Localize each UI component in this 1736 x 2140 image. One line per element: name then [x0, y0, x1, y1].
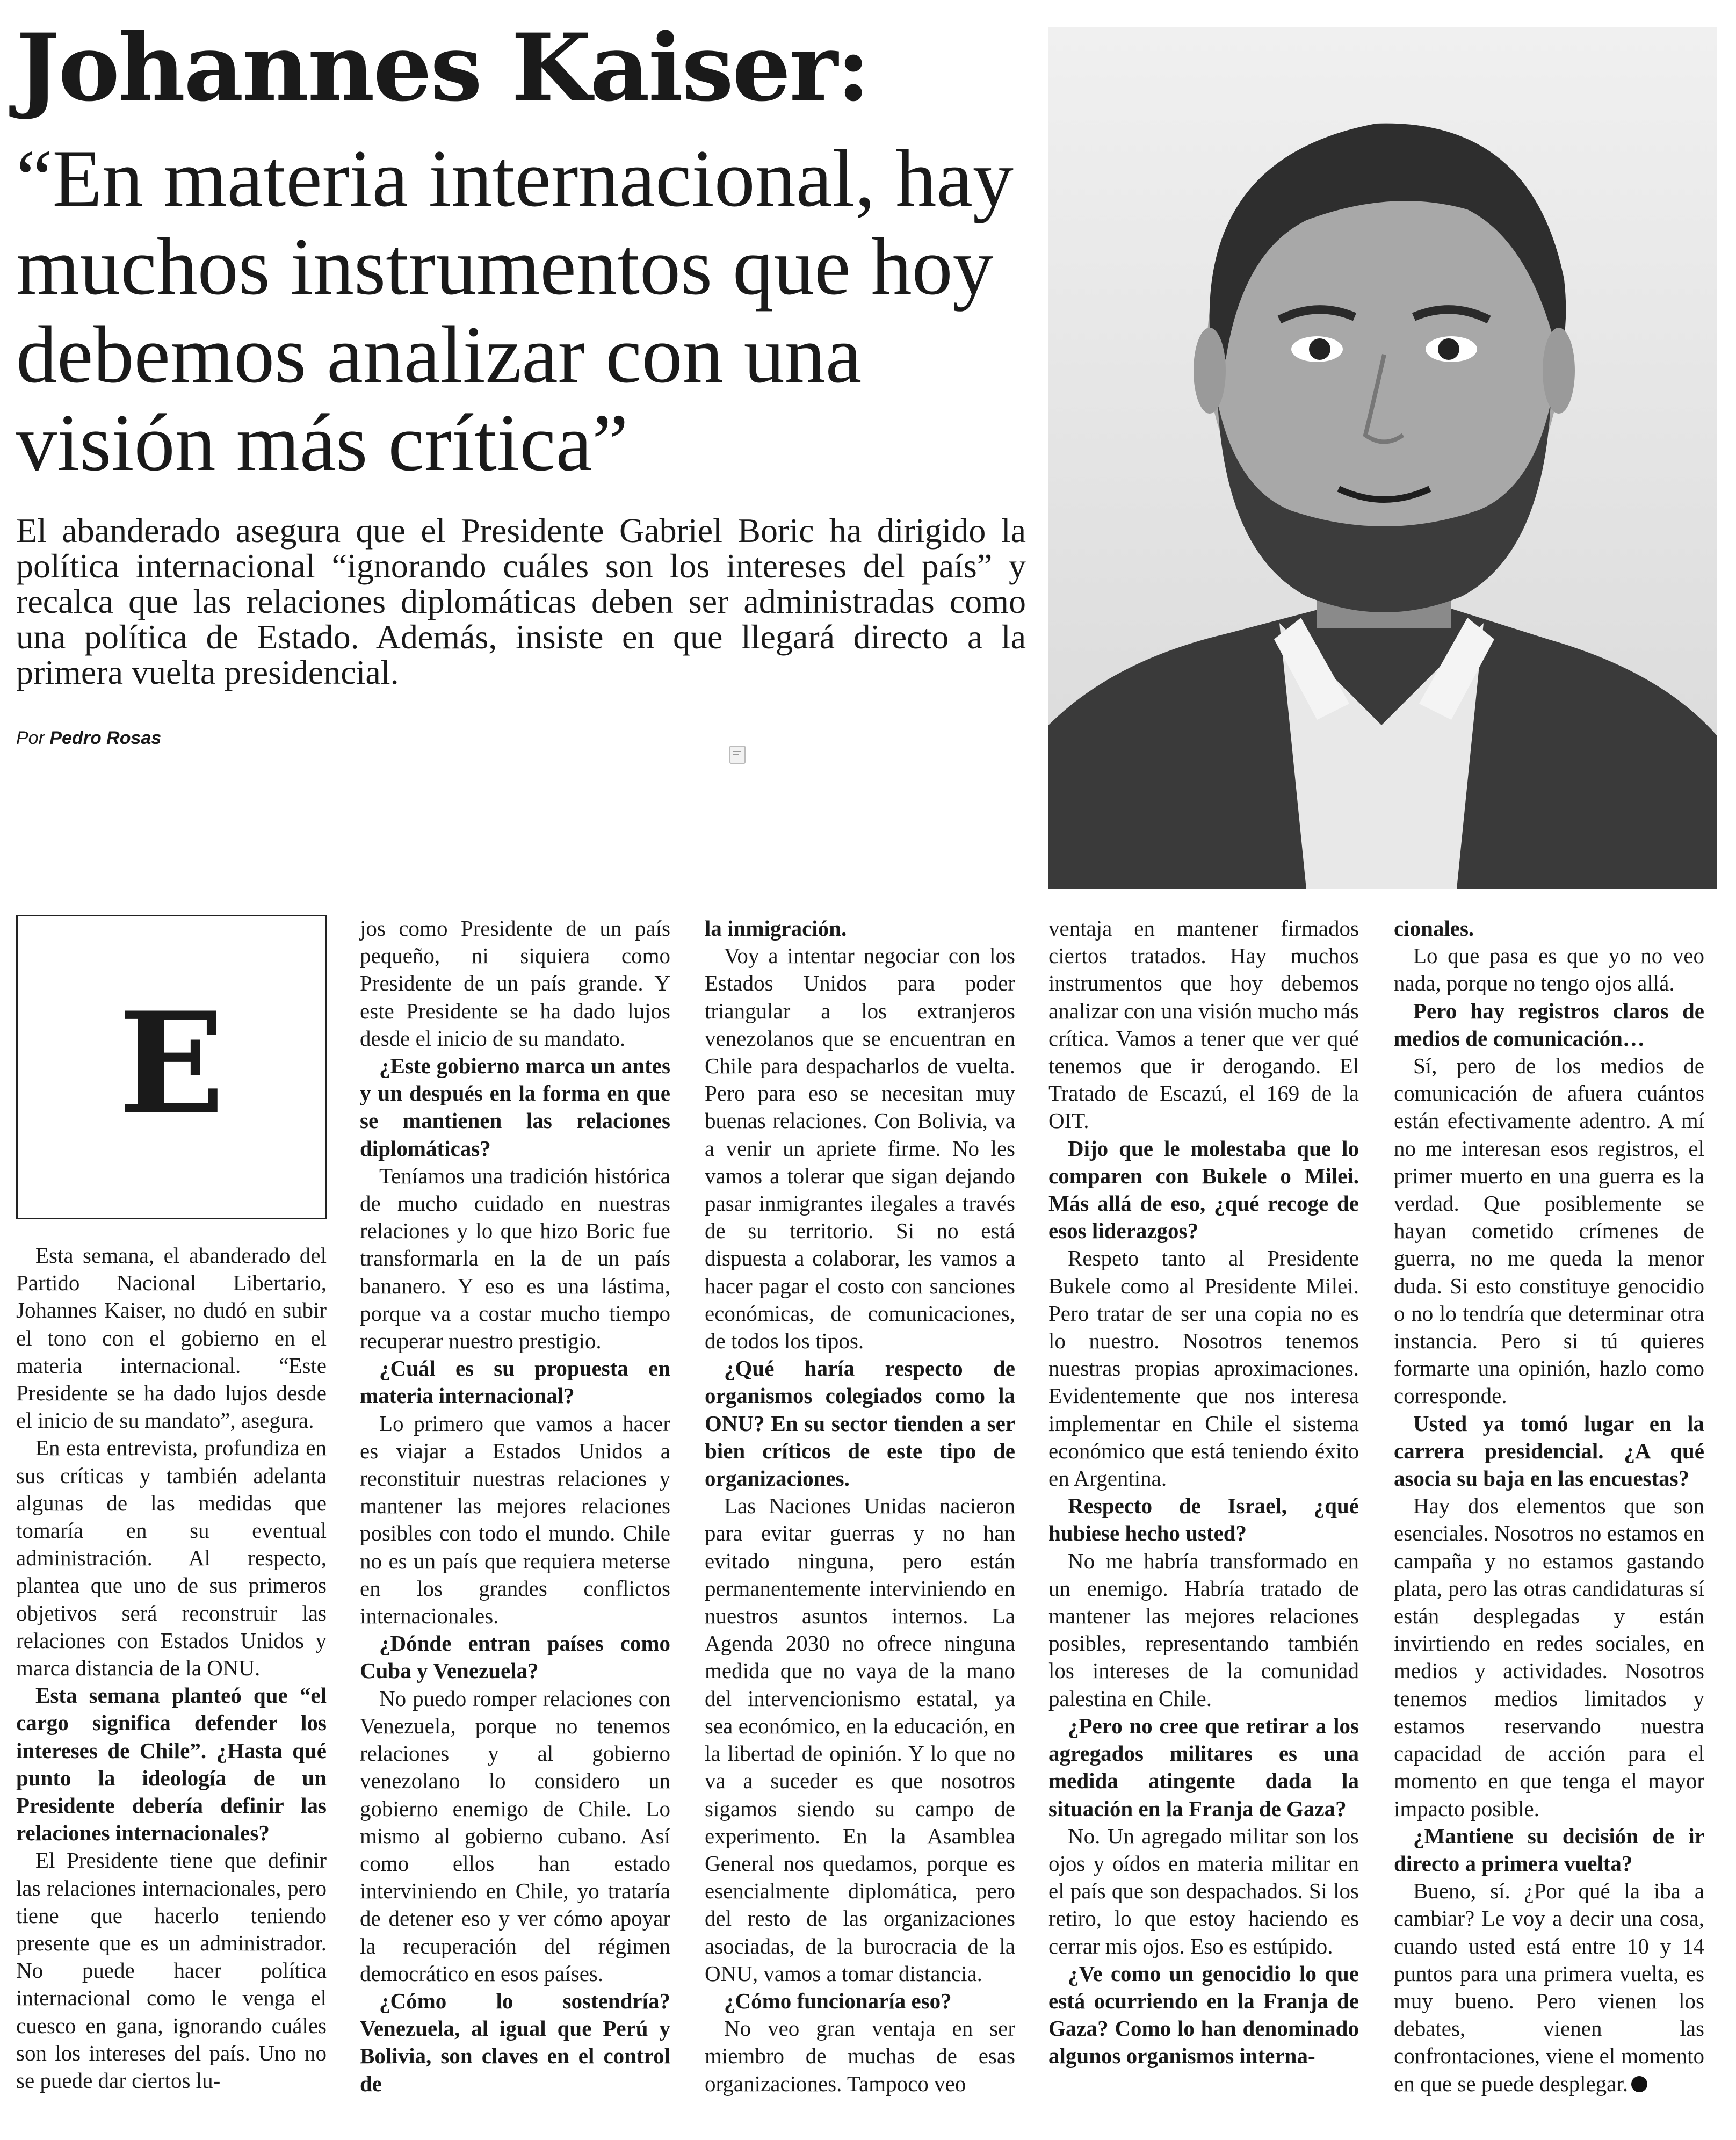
drop-cap-box — [16, 915, 327, 1219]
answer: Las Naciones Unidas nacieron para evitar guerras y no han evitado ninguna, pero están permanentemente interviniendo en nuestros asuntos internos. La Agenda 2030 no ofrece ninguna medida que no vaya de la mano del intervencionismo estatal, ya sea económico, en la educación, en la libertad de opinión. Y lo que no va a suceder es que nosotros sigamos siendo su campo de experimento. En la Asamblea General nos quedamos, porque es esencialmente diplomática, pero del resto de las organizaciones asociadas, de la burocracia de la ONU, vamos a tomar distancia. — [705, 1493, 1015, 1986]
answer: El Presidente tiene que definir las relaciones internacionales, pero tiene que hacerlo teniendo presente que es un administrador. No puede hacer política internacional como le venga el cuesco en gana, ignorando cuáles son los intereses del país. Uno no se puede dar ciertos lu- — [16, 1848, 327, 2093]
question: cionales. — [1394, 916, 1474, 941]
answer: Hay dos elementos que son esenciales. Nosotros no estamos en campaña y no estamos gastando plata, pero las otras candidaturas sí están desplegadas y están invirtiendo en redes sociales, en medios y actividades. Nosotros tenemos medios limitados y estamos reservando nuestra capacidad de acción para el momento en que tenga el mayor impacto posible. — [1394, 1493, 1704, 1821]
intro-paragraph: El abanderado asegura que el Presidente Gabriel Boric ha dirigido la política internacional “ignorando cuáles son los intereses del país” y recalca que las relaciones diplomáticas deben ser administradas como una política de Estado. Además, insiste en que llegará directo a la primera vuelta presidencial. — [16, 511, 1026, 691]
question: ¿Mantiene su decisión de ir directo a primera vuelta? — [1394, 1823, 1704, 1876]
final-answer-text: Bueno, sí. ¿Por qué la iba a cambiar? Le voy a decir una cosa, cuando usted está entre 10 y 14 puntos para una primera vuelta, es muy bueno. Pero vienen los debates, vienen las confrontaciones, viene el momento en que se puede desplegar. — [1394, 1878, 1704, 2096]
question: Usted ya tomó lugar en la carrera presidencial. ¿A qué asocia su baja en las encuestas? — [1394, 1411, 1704, 1491]
question: ¿Pero no cree que retirar a los agregados militares es una medida atingente dada la situación en la Franja de Gaza? — [1048, 1713, 1359, 1821]
body-column-2 — [360, 915, 670, 2098]
portrait-illustration — [1048, 27, 1717, 889]
body-column-5 — [1394, 915, 1704, 2098]
question: ¿Cuál es su propuesta en materia internacional? — [360, 1356, 670, 1408]
portrait-photo — [1048, 27, 1717, 889]
answer: ventaja en mantener firmados ciertos tratados. Hay muchos instrumentos que hoy debemos analizar con una visión mucho más crítica. Vamos a tener que ver qué tenemos que ir derogando. El Tratado de Escazú, el 169 de la OIT. — [1048, 916, 1359, 1133]
question: ¿Este gobierno marca un antes y un después en la forma en que se mantienen las relaciones diplomáticas? — [360, 1053, 670, 1161]
answer: Lo que pasa es que yo no veo nada, porque no tengo ojos allá. — [1394, 943, 1704, 996]
question: Pero hay registros claros de medios de comunicación… — [1394, 998, 1704, 1051]
answer: No. Un agregado militar son los ojos y oídos en materia militar en el país que son despachados. Si los retiro, lo que estoy haciendo es cerrar mis ojos. Eso es estúpido. — [1048, 1823, 1359, 1958]
drop-cap: E — [118, 982, 225, 1146]
answer: Teníamos una tradición histórica de mucho cuidado en nuestras relaciones y lo que hizo Boric fue transformarla en la de un país bananero. Y eso es una lástima, porque va a costar mucho tiempo recuperar nuestro prestigio. — [360, 1163, 670, 1354]
body-column-3 — [705, 915, 1015, 2098]
question: la inmigración. — [705, 916, 847, 941]
byline-author: Pedro Rosas — [49, 728, 162, 748]
answer: Respeto tanto al Presidente Bukele como al Presidente Milei. Pero tratar de ser una copia no es lo nuestro. Nosotros tenemos nuestras propias aproximaciones. Evidentemente que nos interesa implementar en Chile el sistema económico que está teniendo éxito en Argentina. — [1048, 1246, 1359, 1491]
question: ¿Dónde entran países como Cuba y Venezuela? — [360, 1631, 670, 1683]
question: ¿Cómo funcionaría eso? — [724, 1988, 952, 2013]
paragraph: Esta semana, el abanderado del Partido Nacional Libertario, Johannes Kaiser, no dudó en subir el tono con el gobierno en el materia internacional. “Este Presidente se ha dado lujos desde el inicio de su mandato”, asegura. — [16, 1243, 327, 1433]
body-column-4 — [1048, 915, 1359, 2070]
body-column-1 — [16, 1242, 327, 2094]
answer: No me habría transformado en un enemigo. Habría tratado de mantener las mejores relaciones posibles, representando también los intereses de la comunidad palestina en Chile. — [1048, 1548, 1359, 1711]
answer: No veo gran ventaja en ser miembro de muchas de esas organizaciones. Tampoco veo — [705, 2016, 1015, 2096]
paragraph: En esta entrevista, profundiza en sus críticas y también adelanta algunas de las medidas que tomaría en su eventual administración. Al respecto, plantea que uno de sus primeros objetivos será reconstruir las relaciones con Estados Unidos y marca distancia de la ONU. — [16, 1435, 327, 1681]
note-icon[interactable] — [729, 746, 746, 764]
question: ¿Ve como un genocidio lo que está ocurriendo en la Franja de Gaza? Como lo han denominado algunos organismos interna- — [1048, 1961, 1359, 2069]
subheadline-quote: “En materia internacional, hay muchos instrumentos que hoy debemos analizar con una visión más crítica” — [16, 133, 1014, 488]
answer: Lo primero que vamos a hacer es viajar a Estados Unidos a reconstituir nuestras relaciones y mantener las mejores relaciones posibles con todo el mundo. Chile no es un país que requiera meterse en los grandes conflictos internacionales. — [360, 1411, 670, 1629]
answer — [1394, 1877, 1704, 2098]
question: Respecto de Israel, ¿qué hubiese hecho usted? — [1048, 1493, 1359, 1546]
answer: jos como Presidente de un país pequeño, ni siquiera como Presidente de un país grande. Y este Presidente se ha dado lujos desde el inicio de su mandato. — [360, 916, 670, 1051]
end-of-article-mark — [1631, 2076, 1647, 2092]
byline-prefix: Por — [16, 728, 45, 748]
question: ¿Cómo lo sostendría? Venezuela, al igual que Perú y Bolivia, son claves en el control de — [360, 1988, 670, 2096]
byline — [16, 728, 161, 749]
question: ¿Qué haría respecto de organismos colegiados como la ONU? En su sector tienden a ser bien críticos de este tipo de organizaciones. — [705, 1356, 1015, 1491]
headline: Johannes Kaiser: — [16, 13, 869, 122]
question: Dijo que le molestaba que lo comparen con Bukele o Milei. Más allá de eso, ¿qué recoge de esos liderazgos? — [1048, 1136, 1359, 1243]
answer: No puedo romper relaciones con Venezuela, porque no tenemos relaciones y al gobierno venezolano lo considero un gobierno enemigo de Chile. Lo mismo al gobierno cubano. Así como ellos han estado interviniendo en Chile, yo trataría de detener eso y ver cómo apoyar la recuperación del régimen democrático en esos países. — [360, 1686, 670, 1986]
answer: Voy a intentar negociar con los Estados Unidos para poder triangular a los extranjeros venezolanos que se encuentran en Chile para despacharlos de vuelta. Pero para eso se necesitan muy buenas relaciones. Con Bolivia, va a venir un apriete firme. No les vamos a tolerar que sigan dejando pasar inmigrantes ilegales a través de su territorio. Si no está dispuesta a colaborar, les vamos a hacer pagar el costo con sanciones económicas, de comunicaciones, de todos los tipos. — [705, 943, 1015, 1354]
question: Esta semana planteó que “el cargo significa defender los intereses de Chile”. ¿Hasta qué punto la ideología de un Presidente debería definir las relaciones internacionales? — [16, 1683, 327, 1846]
answer: Sí, pero de los medios de comunicación de afuera cuántos están efectivamente adentro. A mí no me interesan esos registros, el primer muerto en una guerra es la verdad. Que posiblemente se hayan cometido crímenes de guerra, no me queda la menor duda. Si esto constituye genocidio o no lo tendría que determinar otra instancia. Pero si tú quieres formarte una opinión, hazlo como corresponde. — [1394, 1053, 1704, 1408]
